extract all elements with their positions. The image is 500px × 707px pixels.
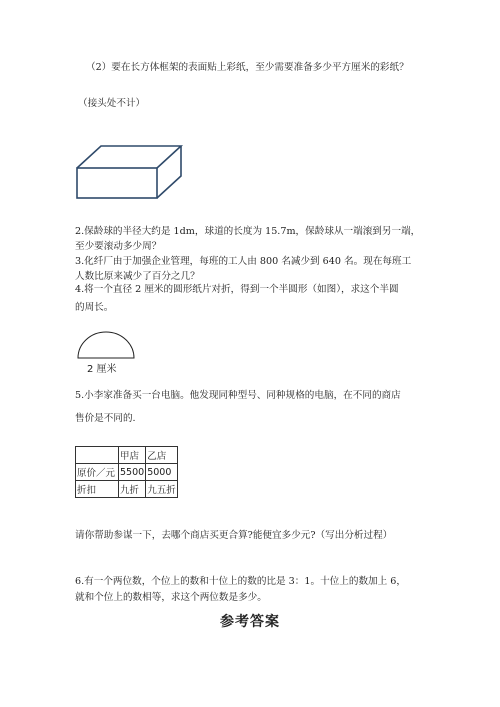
table-header-row: [76, 447, 178, 464]
semicircle-label: 2 厘米: [87, 364, 117, 375]
question-4-text-cont: 的周长。: [75, 302, 114, 313]
question-3-text-cont: 人数比原来减少了百分之几？: [75, 271, 200, 282]
question-5-text-cont: 售价是不同的.: [75, 413, 136, 424]
table-cell: 折扣: [76, 481, 119, 498]
question-2-part-2: （2）要在长方体框架的表面贴上彩纸，至少需要准备多少平方厘米的彩纸？: [86, 62, 409, 73]
table-header-cell: [76, 447, 119, 464]
question-4-text: 4.将一个直径 2 厘米的圆形纸片对折，得到一个半圆形（如图），求这个半圆: [75, 284, 399, 295]
question-2-text: 2.保龄球的半径大约是 1dm，球道的长度为 15.7m，保龄球从一端滚到另一端，: [75, 226, 421, 237]
table-cell: 5000: [146, 464, 178, 481]
semicircle-figure: [77, 330, 137, 360]
question-2-note: （接头处不计）: [78, 98, 146, 109]
table-cell: 九折: [119, 481, 146, 498]
table-header-cell: 乙店: [146, 447, 178, 464]
table-row: [76, 481, 178, 498]
question-5-text: 5.小李家准备买一台电脑。他发现同种型号、同种规格的电脑，在不同的商店: [75, 390, 401, 401]
question-6-text-cont: 就和个位上的数相等，求这个两位数是多少。: [75, 592, 267, 603]
question-5-ask: 请你帮助参谋一下，去哪个商店买更合算?能便宜多少元?（写出分析过程）: [75, 530, 393, 541]
table-cell: 原价／元: [76, 464, 119, 481]
price-table: [75, 446, 178, 498]
question-3-text: 3.化纤厂由于加强企业管理，每班的工人由 800 名减少到 640 名。现在每班工: [75, 256, 412, 267]
question-6-text: 6.有一个两位数，个位上的数和十位上的数的比是 3：1。十位上的数加上 6，: [75, 576, 406, 587]
table-cell: 九五折: [146, 481, 178, 498]
cuboid-figure: [76, 144, 186, 204]
table-header-cell: 甲店: [119, 447, 146, 464]
table-cell: 5500: [119, 464, 146, 481]
question-2-text-cont: 至少要滚动多少周？: [75, 241, 162, 252]
answer-title: 参考答案: [220, 614, 280, 630]
table-row: [76, 464, 178, 481]
